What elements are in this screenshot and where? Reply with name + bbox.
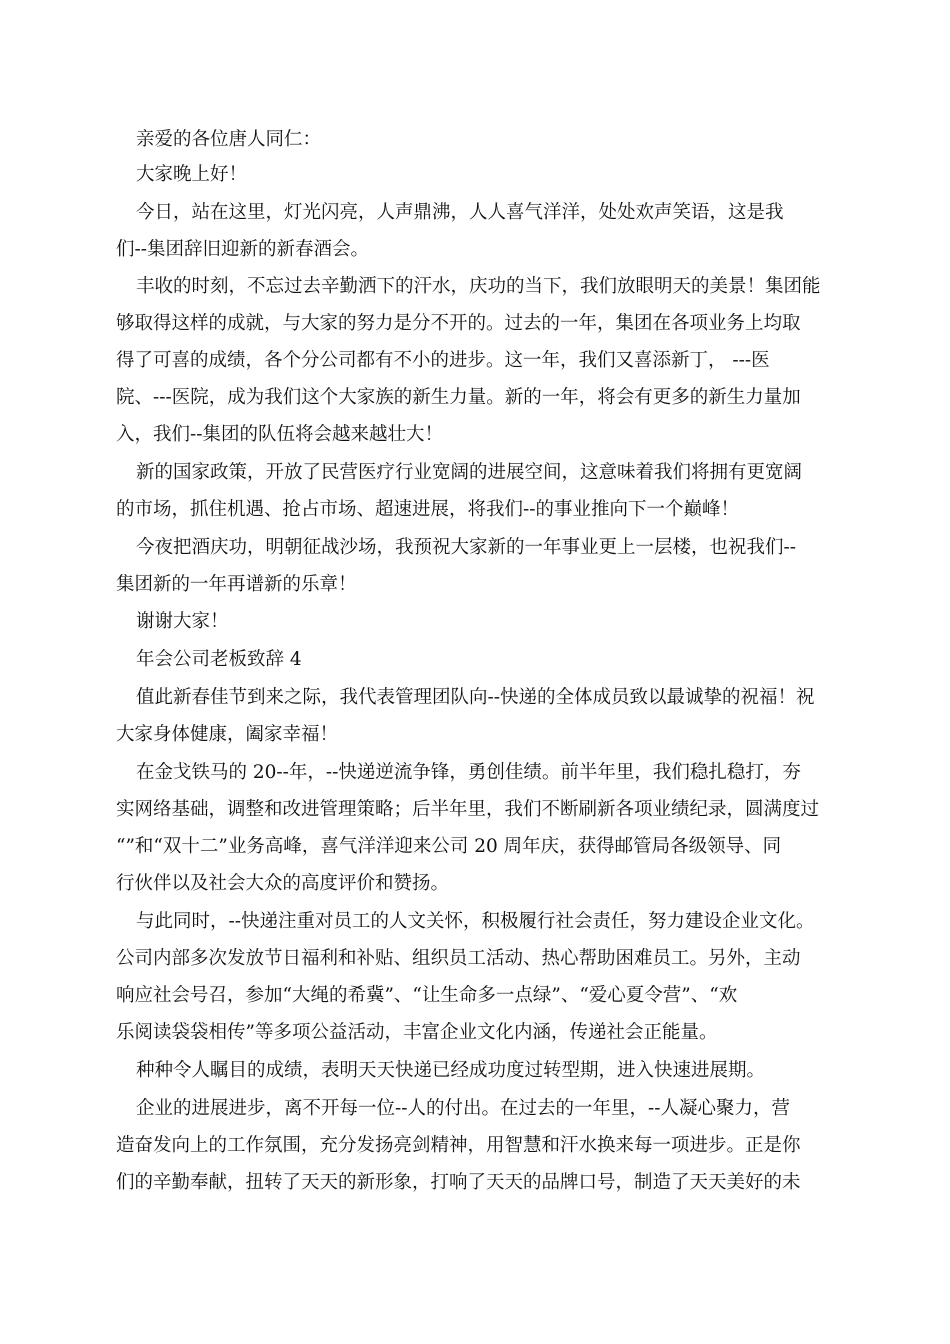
- paragraph-line: 得了可喜的成绩，各个分公司都有不小的进步。这一年，我们又喜添新丁， ---医: [116, 350, 770, 371]
- paragraph-line: 新的国家政策，开放了民营医疗行业宽阔的进展空间，这意味着我们将拥有更宽阔: [136, 462, 803, 483]
- paragraph-line: 与此同时，--快递注重对员工的人文关怀，积极履行社会责任，努力建设企业文化。: [136, 911, 815, 932]
- paragraph-line: 在金戈铁马的 20--年，--快递逆流争锋，勇创佳绩。前半年里，我们稳扎稳打，夯: [136, 762, 801, 783]
- paragraph-line: 造奋发向上的工作氛围，充分发扬亮剑精神，用智慧和汗水换来每一项进步。正是你: [116, 1135, 801, 1156]
- paragraph-line: 丰收的时刻，不忘过去辛勤洒下的汗水，庆功的当下，我们放眼明天的美景！集团能: [136, 276, 821, 297]
- paragraph-line: 们的辛勤奉献，扭转了天天的新形象，打响了天天的品牌口号，制造了天天美好的未: [116, 1172, 801, 1193]
- paragraph-line: 实网络基础，调整和改进管理策略；后半年里，我们不断刷新各项业绩纪录，圆满度过: [116, 799, 820, 820]
- paragraph-line: 够取得这样的成就，与大家的努力是分不开的。过去的一年，集团在各项业务上均取: [116, 313, 801, 334]
- paragraph-line: 值此新春佳节到来之际，我代表管理团队向--快递的全体成员致以最诚挚的祝福！祝: [136, 687, 815, 708]
- paragraph-line: 大家身体健康，阖家幸福！: [116, 724, 339, 745]
- paragraph-line: 集团新的一年再谱新的乐章！: [116, 574, 357, 595]
- paragraph-line: 乐阅读袋袋相传”等多项公益活动，丰富企业文化内涵，传递社会正能量。: [116, 1022, 718, 1043]
- greeting-line: 大家晚上好！: [136, 164, 248, 185]
- paragraph-line: 今夜把酒庆功，明朝征战沙场，我预祝大家新的一年事业更上一层楼，也祝我们--: [136, 537, 797, 558]
- thanks-line: 谢谢大家！: [136, 611, 229, 632]
- section-heading: 年会公司老板致辞 4: [136, 649, 302, 670]
- paragraph-line: 企业的进展进步，离不开每一位--人的付出。在过去的一年里，--人凝心聚力，营: [136, 1098, 791, 1119]
- paragraph-line: “”和“双十二”业务高峰，喜气洋洋迎来公司 20 周年庆，获得邮管局各级领导、同: [116, 836, 782, 857]
- paragraph-line: 的市场，抓住机遇、抢占市场、超速进展，将我们--的事业推向下一个巅峰！: [116, 499, 740, 520]
- paragraph-line: 今日，站在这里，灯光闪亮，人声鼎沸，人人喜气洋洋，处处欢声笑语，这是我: [136, 202, 784, 223]
- paragraph-line: 响应社会号召，参加“大绳的希冀”、“让生命多一点绿”、“爱心夏令营”、“欢: [116, 985, 738, 1006]
- paragraph-line: 们--集团辞旧迎新的新春酒会。: [116, 239, 370, 260]
- paragraph-line: 种种令人瞩目的成绩，表明天天快递已经成功度过转型期，进入快速进展期。: [136, 1060, 766, 1081]
- paragraph-line: 行伙伴以及社会大众的高度评价和赞扬。: [116, 873, 450, 894]
- paragraph-line: 入，我们--集团的队伍将会越来越壮大！: [116, 424, 444, 445]
- salutation-line: 亲爱的各位唐人同仁：: [136, 129, 322, 150]
- paragraph-line: 公司内部多次发放节日福利和补贴、组织员工活动、热心帮助困难员工。另外，主动: [116, 948, 801, 969]
- paragraph-line: 院、---医院，成为我们这个大家族的新生力量。新的一年，将会有更多的新生力量加: [116, 387, 801, 408]
